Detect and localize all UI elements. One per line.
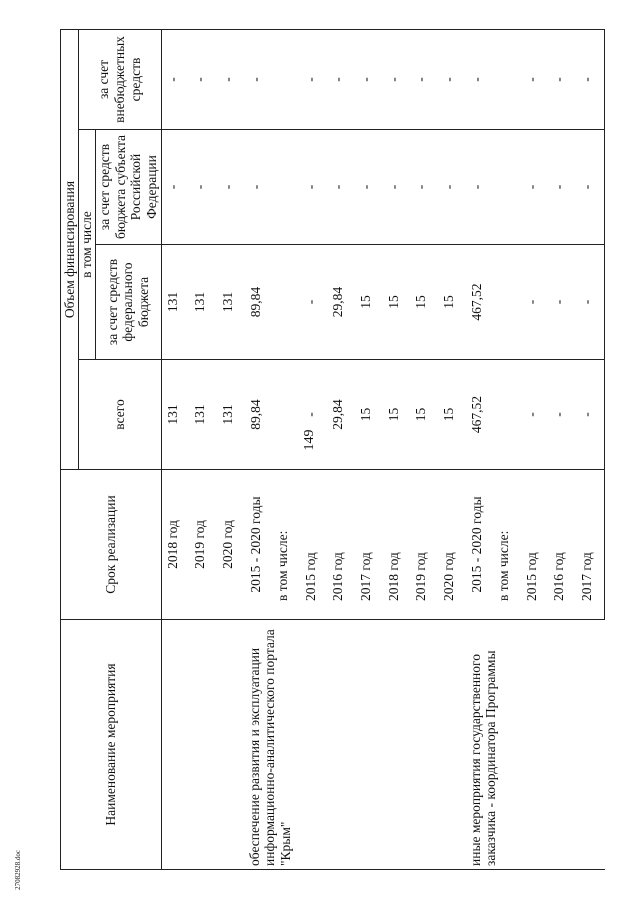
cell-regional: - [466,130,494,245]
cell-regional: - [161,130,189,245]
table-header [61,29,162,869]
cell-total [493,360,521,470]
table-row [189,29,217,869]
cell-name: иные мероприятия государственного заказчика - координатора Программы [466,620,605,870]
cell-regional: - [383,130,411,245]
cell-regional: - [576,130,604,245]
cell-extra: - [438,29,466,129]
header-period: Срок реализации [61,470,162,620]
cell-extra: - [410,29,438,129]
cell-extra: - [355,29,383,129]
cell-federal: 131 [189,245,217,360]
cell-period: 2020 год [438,470,466,620]
cell-total: 15 [355,360,383,470]
cell-period: в том числе: [272,470,300,620]
cell-federal: 29,84 [327,245,355,360]
cell-federal: 15 [410,245,438,360]
cell-total: 29,84 [327,360,355,470]
page-number: 149 [302,429,317,451]
header-extra: за счет внебюджетных средств [79,29,162,129]
financing-table [60,29,605,870]
cell-federal: 131 [161,245,189,360]
header-federal: за счет средств федерального бюджета [95,245,161,360]
cell-extra: - [383,29,411,129]
cell-period: 2020 год [217,470,245,620]
cell-regional: - [521,130,549,245]
table-row [245,29,273,869]
cell-period: 2017 год [355,470,383,620]
cell-total [272,360,300,470]
cell-name [189,620,217,870]
cell-federal: - [521,245,549,360]
cell-period: 2015 год [300,470,328,620]
cell-period: 2018 год [383,470,411,620]
cell-total: 89,84 [245,360,273,470]
cell-federal: - [300,245,328,360]
cell-regional: - [438,130,466,245]
cell-federal: 89,84 [245,245,273,360]
rotated-table-stage [60,30,605,870]
cell-federal: 15 [383,245,411,360]
cell-extra [272,29,300,129]
cell-period: 2015 - 2020 годы [466,470,494,620]
cell-federal: 15 [355,245,383,360]
cell-period: 2019 год [410,470,438,620]
cell-federal: 131 [217,245,245,360]
cell-total: - [548,360,576,470]
cell-extra: - [300,29,328,129]
cell-total: 131 [217,360,245,470]
cell-period: 2018 год [161,470,189,620]
cell-federal: - [576,245,604,360]
cell-total: - [576,360,604,470]
cell-period: в том числе: [493,470,521,620]
header-funding: Объем финансирования [61,29,79,469]
cell-period: 2017 год [576,470,604,620]
cell-regional: - [300,130,328,245]
cell-period: 2016 год [327,470,355,620]
cell-total: - [300,360,328,470]
header-regional: за счет средств бюджета субъекта Российской Федерации [95,130,161,245]
cell-federal [272,245,300,360]
cell-name [217,620,245,870]
cell-federal: 467,52 [466,245,494,360]
cell-extra: - [548,29,576,129]
cell-regional: - [217,130,245,245]
cell-period: 2015 год [521,470,549,620]
header-name: Наименование мероприятия [61,620,162,870]
table-body [161,29,604,869]
cell-total: 15 [438,360,466,470]
cell-regional: - [189,130,217,245]
cell-total: 15 [410,360,438,470]
cell-total: 467,52 [466,360,494,470]
table-row [161,29,189,869]
cell-regional [493,130,521,245]
cell-extra: - [327,29,355,129]
cell-regional: - [245,130,273,245]
cell-period: 2016 год [548,470,576,620]
header-including: в том числе [79,130,96,360]
cell-name: обеспечение развития и эксплуатации информационно-аналитического портала "Крым" [245,620,466,870]
cell-period: 2019 год [189,470,217,620]
cell-total: - [521,360,549,470]
cell-extra: - [521,29,549,129]
cell-extra: - [217,29,245,129]
table-row [466,29,494,869]
document-id: 27082928.doc [14,850,22,890]
table-row [217,29,245,869]
cell-regional [272,130,300,245]
cell-total: 15 [383,360,411,470]
cell-federal [493,245,521,360]
cell-regional: - [548,130,576,245]
cell-extra: - [245,29,273,129]
cell-federal: - [548,245,576,360]
cell-extra [493,29,521,129]
cell-extra: - [161,29,189,129]
cell-name [161,620,189,870]
cell-period: 2015 - 2020 годы [245,470,273,620]
cell-extra: - [466,29,494,129]
cell-total: 131 [161,360,189,470]
cell-regional: - [410,130,438,245]
cell-regional: - [327,130,355,245]
cell-extra: - [189,29,217,129]
cell-federal: 15 [438,245,466,360]
cell-total: 131 [189,360,217,470]
header-total: всего [79,360,162,470]
cell-regional: - [355,130,383,245]
cell-extra: - [576,29,604,129]
